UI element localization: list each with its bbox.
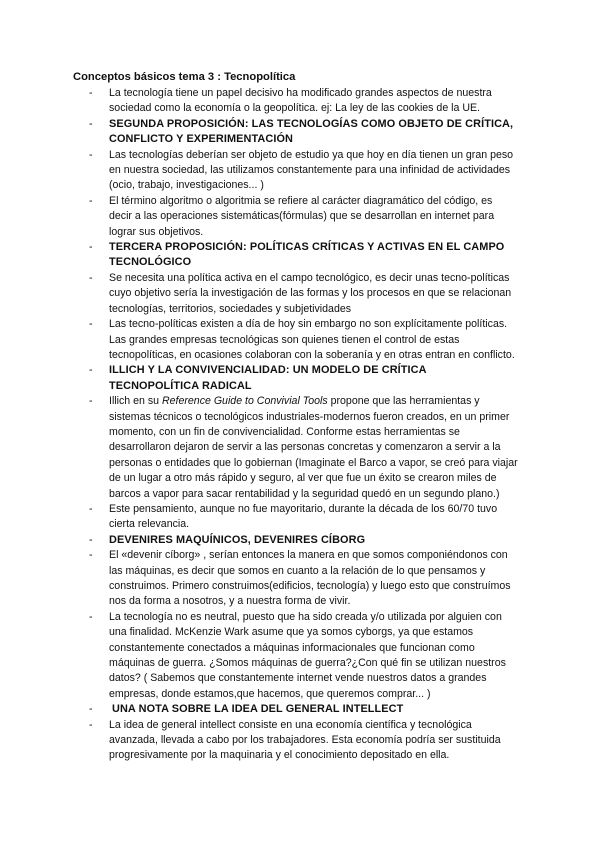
section-heading: UNA NOTA SOBRE LA IDEA DEL GENERAL INTELLECT [112,703,404,716]
list-item [0,194,600,240]
section-heading-item [0,117,600,148]
section-heading: ILLICH Y LA CONVIVENCIALIDAD: UN MODELO DE CRÍTICA TECNOPOLÍTICA RADICAL [109,364,427,392]
bullet-dash: - [89,718,93,731]
list-item-text: El «devenir cíborg» , serían entonces la manera en que somos componiéndonos con las máquinas, es decir que somos en cuanto a la relación de lo que pensamos y construimos. Primero construimos(edificios, tecnología) y luego esto que construímos nos da forma a nosotros, y a nuestra forma de vivir. [109,549,511,608]
list-item [0,502,600,533]
list-item [0,394,600,502]
bullet-dash: - [89,364,93,377]
section-heading-item [0,533,600,548]
list-item-text: La tecnología tiene un papel decisivo ha modificado grandes aspectos de nuestra sociedad como la economía o la geopolítica. ej: La ley de las cookies de la UE. [109,87,492,115]
section-heading: SEGUNDA PROPOSICIÓN: LAS TECNOLOGÍAS COMO OBJETO DE CRÍTICA, CONFLICTO Y EXPERIMENTACIÓN [109,117,514,146]
list-item [0,317,600,363]
bullet-list [0,86,600,764]
bullet-dash: - [89,610,93,623]
text-segment: propone que las herramientas y sistemas técnicos o tecnológicos industriales-modernos fueron creados, en un primer momento, con un fin de convivencialidad. Conforme estas herramientas se desarrollaron dejaron de servir a las personas concretas y comenzaron a servir a la personas o entidades que lo gobiernan (Imaginate el Barco a vapor, se creó para viajar de un lugar a otro más rápido y seguro, al ver que fue un éxito se crearon miles de barcos a vapor para sacar rentabilidad y la seguridad quedó en un segundo plano.) [109,395,518,500]
section-heading: DEVENIRES MAQUÍNICOS, DEVENIRES CÍBORG [109,533,366,546]
section-heading-item [0,240,600,271]
list-item [0,548,600,610]
bullet-dash: - [89,533,93,546]
bullet-dash: - [89,395,93,408]
bullet-dash: - [89,241,93,254]
list-item-text: Este pensamiento, aunque no fue mayoritario, durante la década de los 60/70 tuvo cierta relevancia. [109,502,498,531]
list-item [0,610,600,702]
document-title: Conceptos básicos tema 3 : Tecnopolítica [73,71,296,83]
book-title: Reference Guide to Convivial Tools [162,395,328,408]
list-item [0,271,600,317]
section-heading-item [0,363,600,394]
text-segment: Illich en su [109,395,162,408]
list-item-text: La tecnología no es neutral, puesto que ha sido creada y/o utilizada por alguien con una finalidad. McKenzie Wark asume que ya somos cyborgs, ya que estamos constantemente conectados a máquinas informacionales que funcionan como máquinas de guerra. ¿Somos máquinas de guerra?¿Con qué fin se utilizan nuestros datos? ( Sabemos que constantemente internet vende nuestros datos a grandes empresas, donde estamos,que hacemos, que queremos comprar... ) [109,610,506,700]
bullet-dash: - [89,148,93,161]
list-item-text: Se necesita una política activa en el campo tecnológico, es decir unas tecno-políticas cuyo objetivo sería la investigación de las formas y los procesos en que se relacionan tecnologías, territorios, sociedades y subjetividades [109,271,512,315]
list-item [0,86,600,117]
list-item-text: El término algoritmo o algoritmia se refiere al carácter diagramático del código, es decir a las operaciones sistemáticas(fórmulas) que se desarrollan en internet para lograr sus objetivos. [109,194,495,238]
bullet-dash: - [89,87,93,99]
list-item-text: Las tecno-políticas existen a día de hoy sin embargo no son explícitamente políticas. Las grandes empresas tecnológicas son quienes tienen el control de estas tecnopolíticas, en ocasiones colaboran con la soberanía y en otras entran en conflicto. [109,318,515,361]
bullet-dash: - [89,318,93,331]
bullet-dash: - [89,271,93,284]
bullet-dash: - [89,549,93,562]
list-item-text: La idea de general intellect consiste en una economía científica y tecnológica avanzada, llevada a cabo por los trabajadores. Esta economía podría ser sustituida progresivamente por la maquinaria y el conocimiento depositado en ella. [109,718,501,762]
bullet-dash: - [89,703,93,716]
bullet-dash: - [89,117,93,130]
list-item [0,718,600,764]
list-item-text: Las tecnologías deberían ser objeto de estudio ya que hoy en día tienen un gran peso en nuestra sociedad, las utilizamos constantemente para una infinidad de actividades (ocio, trabajo, investigaciones... ) [109,148,514,192]
section-heading-item [0,702,600,717]
list-item [0,148,600,194]
section-heading: TERCERA PROPOSICIÓN: POLÍTICAS CRÍTICAS Y ACTIVAS EN EL CAMPO TECNOLÓGICO [109,241,505,269]
list-item-text [109,394,518,502]
bullet-dash: - [89,502,93,515]
bullet-dash: - [89,194,93,207]
